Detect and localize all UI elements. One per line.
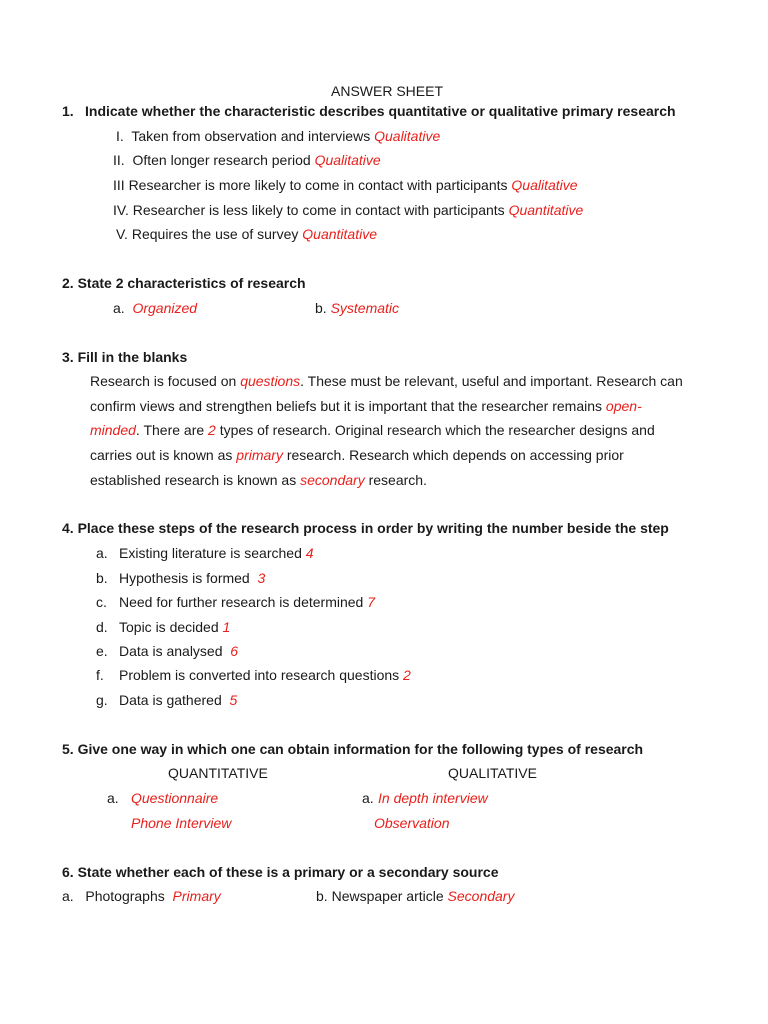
q4-step-letter: e. xyxy=(96,643,108,659)
q4-step-answer: 1 xyxy=(222,619,231,635)
q4-step-text: Data is gathered xyxy=(119,692,222,708)
q1-item-5 xyxy=(116,226,377,242)
q4-step xyxy=(119,667,411,683)
q2-answer-a xyxy=(113,300,197,316)
q2-heading: 2. State 2 characteristics of research xyxy=(62,275,306,291)
q1-item-text: Taken from observation and interviews xyxy=(131,128,371,144)
q5-col-header-qualitative: QUALITATIVE xyxy=(448,765,537,781)
q3-text: carries out is known as xyxy=(90,447,237,463)
q1-item-text: Often longer research period xyxy=(132,152,311,168)
q3-line-1 xyxy=(90,373,683,389)
q3-text: types of research. Original research which the researcher designs and xyxy=(215,422,655,438)
q1-item-num: III xyxy=(113,177,125,193)
q4-step xyxy=(119,619,230,635)
q4-step-text: Existing literature is searched xyxy=(119,545,302,561)
q4-step-answer: 5 xyxy=(229,692,238,708)
q6-answer-b: Secondary xyxy=(447,888,515,904)
q3-line-2 xyxy=(90,398,642,414)
q6-text-b: Newspaper article xyxy=(331,888,444,904)
q1-item-text: Researcher is more likely to come in contact with participants xyxy=(128,177,508,193)
q1-item-num: IV. xyxy=(113,202,129,218)
q4-step-letter: d. xyxy=(96,619,108,635)
q2-label-b: b. xyxy=(315,300,327,316)
page-title: ANSWER SHEET xyxy=(331,83,444,99)
q5-col1-answer: Questionnaire xyxy=(131,790,219,806)
q3-answer: questions xyxy=(240,373,301,389)
q5-col2-answer: In depth interview xyxy=(378,790,488,806)
q1-item-answer: Qualitative xyxy=(314,152,381,168)
q4-step-text: Topic is decided xyxy=(119,619,219,635)
q2-answer: Organized xyxy=(132,300,198,316)
q4-step xyxy=(119,692,237,708)
q3-line-3 xyxy=(90,422,655,438)
q3-answer: minded xyxy=(90,422,136,438)
q4-step-answer: 6 xyxy=(230,643,239,659)
q6-heading: 6. State whether each of these is a primary or a secondary source xyxy=(62,864,499,880)
q5-col-header-quantitative: QUANTITATIVE xyxy=(168,765,268,781)
q6-label-b: b. xyxy=(316,888,328,904)
q6-answer-a: Primary xyxy=(172,888,221,904)
q1-item-answer: Qualitative xyxy=(374,128,441,144)
q2-answer-b xyxy=(315,300,399,316)
q4-step-letter: b. xyxy=(96,570,108,586)
q4-step-answer: 2 xyxy=(403,667,411,683)
q1-item-4 xyxy=(113,202,583,218)
q4-step-letter: c. xyxy=(96,594,107,610)
q1-item-2 xyxy=(113,152,381,168)
q1-item-num: I. xyxy=(116,128,124,144)
q6-item-a xyxy=(62,888,221,904)
q4-step-answer: 7 xyxy=(367,594,376,610)
q2-label-a: a. xyxy=(113,300,125,316)
q4-step-text: Hypothesis is formed xyxy=(119,570,250,586)
q3-text: established research is known as xyxy=(90,472,301,488)
q1-item-text: Researcher is less likely to come in contact with participants xyxy=(132,202,505,218)
q3-heading: 3. Fill in the blanks xyxy=(62,349,188,365)
q3-answer: open- xyxy=(605,398,642,414)
q5-heading: 5. Give one way in which one can obtain information for the following types of research xyxy=(62,741,644,757)
q1-item-1 xyxy=(116,128,440,144)
q3-text: Research is focused on xyxy=(90,373,241,389)
q3-line-4 xyxy=(90,447,624,463)
q6-item-b xyxy=(316,888,514,904)
q3-answer: 2 xyxy=(208,422,216,438)
q3-answer: primary xyxy=(236,447,283,463)
q3-answer: secondary xyxy=(300,472,365,488)
q3-text: . These must be relevant, useful and important. Research can xyxy=(300,373,683,389)
q4-step-letter: f. xyxy=(96,667,104,683)
q4-step-text: Problem is converted into research questions xyxy=(119,667,400,683)
q4-heading: 4. Place these steps of the research process in order by writing the number beside the step xyxy=(62,520,669,536)
q1-number: 1. xyxy=(62,103,74,119)
q1-item-answer: Quantitative xyxy=(302,226,377,242)
q1-item-3 xyxy=(113,177,578,193)
q4-step-answer: 3 xyxy=(257,570,266,586)
q6-label-a: a. xyxy=(62,888,74,904)
q4-step-answer: 4 xyxy=(305,545,314,561)
q4-step xyxy=(119,545,314,561)
q3-text: . There are xyxy=(135,422,209,438)
q4-step-text: Need for further research is determined xyxy=(119,594,364,610)
q1-item-num: V. xyxy=(116,226,128,242)
q1-item-answer: Quantitative xyxy=(508,202,584,218)
q5-col1-label: a. xyxy=(107,790,119,806)
q4-step-letter: a. xyxy=(96,545,108,561)
q4-step-text: Data is analysed xyxy=(119,643,223,659)
q3-text: research. Research which depends on accessing prior xyxy=(282,447,624,463)
q4-step xyxy=(119,570,265,586)
q1-item-text: Requires the use of survey xyxy=(131,226,299,242)
q1-heading: Indicate whether the characteristic describes quantitative or qualitative primary research xyxy=(85,103,676,119)
q6-text-a: Photographs xyxy=(85,888,165,904)
q3-text: confirm views and strengthen beliefs but it is important that the researcher remains xyxy=(90,398,606,414)
q3-text: research. xyxy=(364,472,427,488)
q4-step-letter: g. xyxy=(96,692,108,708)
q5-col2-label: a. xyxy=(362,790,374,806)
q4-step xyxy=(119,594,375,610)
q5-col2-answer: Observation xyxy=(374,815,450,831)
q1-item-num: II. xyxy=(113,152,125,168)
q5-col1-answer: Phone Interview xyxy=(131,815,232,831)
q4-step xyxy=(119,643,238,659)
q2-answer: Systematic xyxy=(330,300,400,316)
q1-item-answer: Qualitative xyxy=(511,177,578,193)
q3-line-5 xyxy=(90,472,427,488)
